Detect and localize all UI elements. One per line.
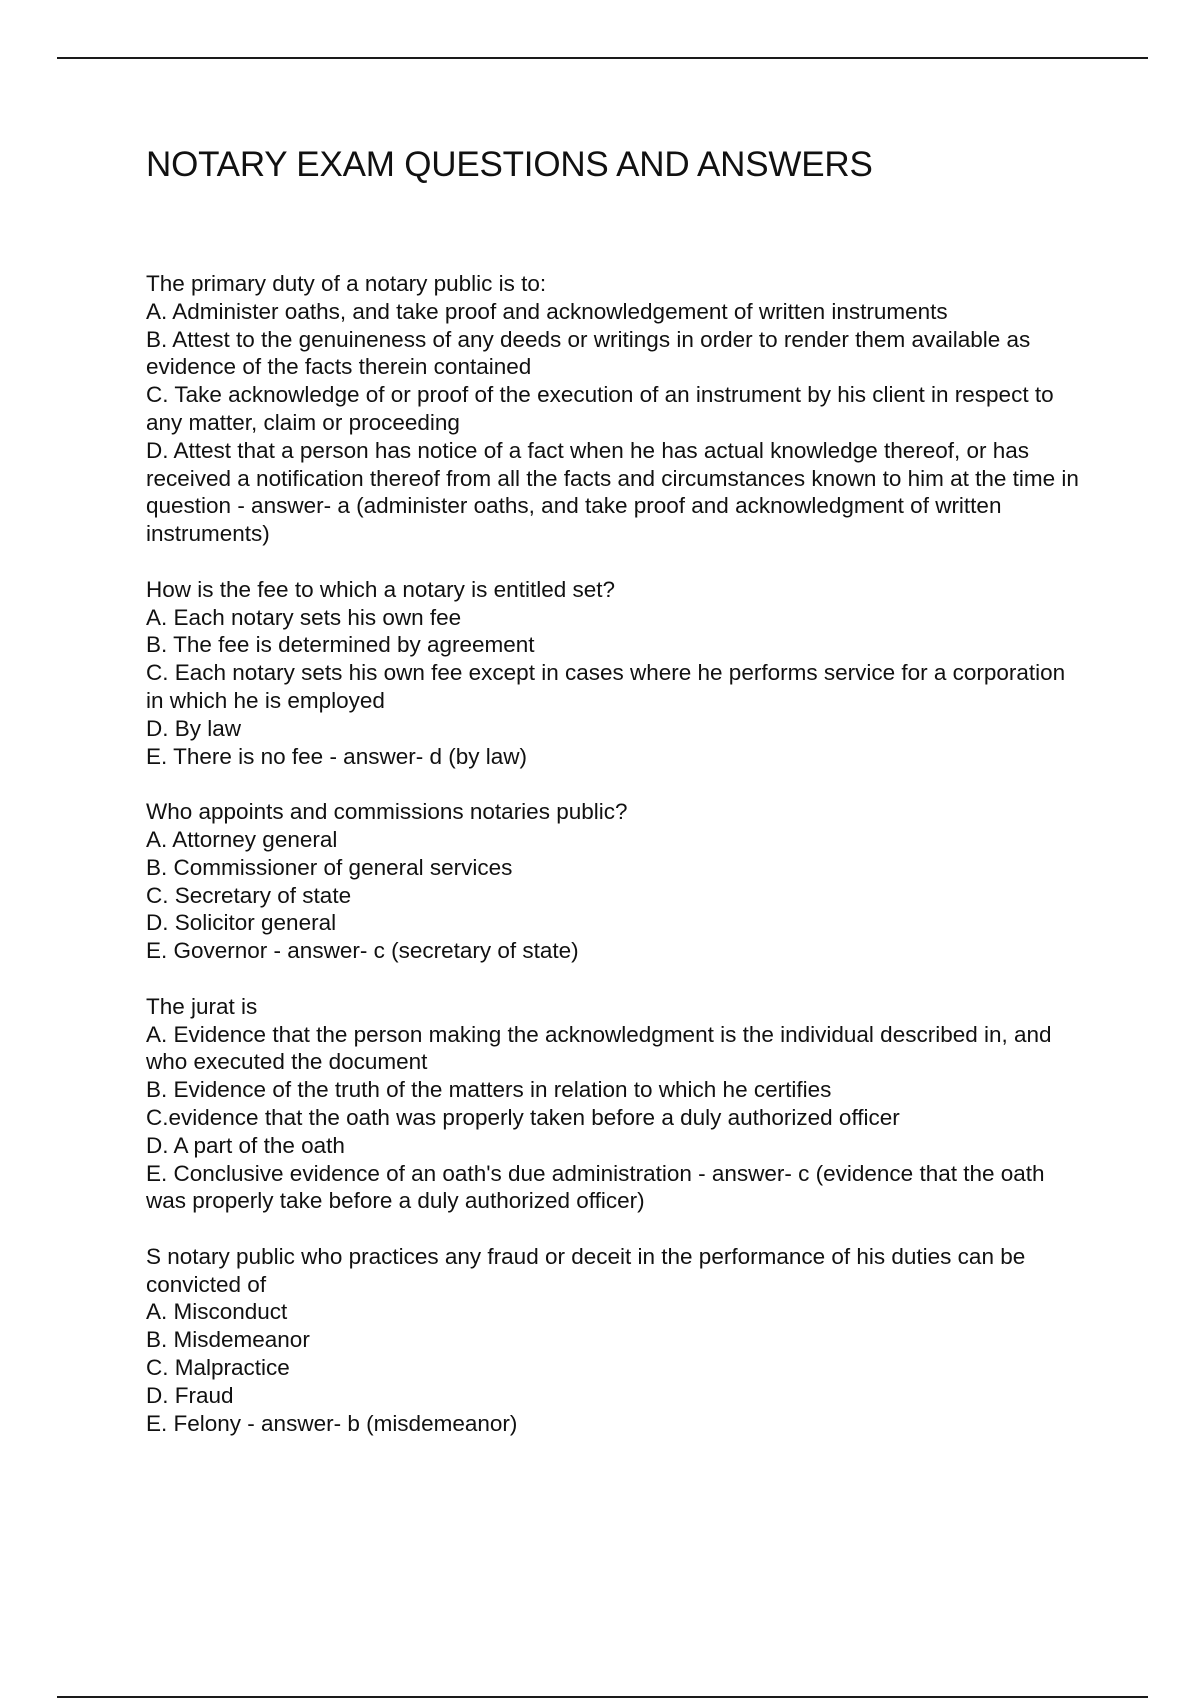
option-b: B. Evidence of the truth of the matters in relation to which he certifies: [146, 1077, 832, 1103]
option-d: D. A part of the oath: [146, 1132, 345, 1158]
question-1: [146, 270, 1086, 548]
question-text: How is the fee to which a notary is entitled set?: [146, 576, 615, 602]
option-d: D. Fraud: [146, 1382, 234, 1408]
option-e: E. Governor - answer- c (secretary of state): [146, 938, 579, 964]
option-d: D. By law: [146, 715, 242, 741]
option-a: A. Each notary sets his own fee: [146, 604, 462, 630]
question-2: [146, 576, 1086, 771]
option-b: B. Commissioner of general services: [146, 854, 513, 880]
option-e: E. Felony - answer- b (misdemeanor): [146, 1410, 518, 1436]
option-e: E. There is no fee - answer- d (by law): [146, 743, 527, 769]
page-title: NOTARY EXAM QUESTIONS AND ANSWERS: [146, 145, 873, 184]
footer-rule: [57, 1696, 1148, 1698]
question-5: [146, 1243, 1086, 1438]
option-c: C.evidence that the oath was properly taken before a duly authorized officer: [146, 1104, 900, 1130]
question-3: [146, 798, 1086, 965]
option-c: C. Malpractice: [146, 1355, 290, 1381]
option-a: A. Attorney general: [146, 826, 338, 852]
option-d: D. Attest that a person has notice of a fact when he has actual knowledge thereof, or has received a notification thereof from all the facts and circumstances known to him at the time in question - answer- a (administer oaths, and take proof and acknowledgment of written instruments): [146, 437, 1079, 547]
option-a: A. Evidence that the person making the acknowledgment is the individual described in, and who executed the document: [146, 1021, 1052, 1075]
option-c: C. Secretary of state: [146, 882, 352, 908]
option-b: B. Attest to the genuineness of any deeds or writings in order to render them available as evidence of the facts therein contained: [146, 326, 1031, 380]
question-text: The jurat is: [146, 993, 258, 1019]
question-text: The primary duty of a notary public is to:: [146, 271, 547, 296]
option-b: B. The fee is determined by agreement: [146, 632, 535, 658]
option-a: A. Administer oaths, and take proof and acknowledgement of written instruments: [146, 298, 948, 324]
questions-list: [146, 270, 1086, 1465]
option-d: D. Solicitor general: [146, 910, 337, 936]
option-e: E. Conclusive evidence of an oath's due administration - answer- c (evidence that the oath was properly take before a duly authorized officer): [146, 1160, 1045, 1214]
option-a: A. Misconduct: [146, 1299, 288, 1325]
question-text: S notary public who practices any fraud or deceit in the performance of his duties can be convicted of: [146, 1243, 1026, 1297]
option-c: C. Take acknowledge of or proof of the execution of an instrument by his client in respect to any matter, claim or proceeding: [146, 382, 1054, 435]
question-4: [146, 993, 1086, 1215]
header-rule: [57, 57, 1148, 59]
question-text: Who appoints and commissions notaries public?: [146, 799, 628, 825]
option-b: B. Misdemeanor: [146, 1327, 310, 1353]
option-c: C. Each notary sets his own fee except in cases where he performs service for a corporation in which he is employed: [146, 660, 1066, 713]
